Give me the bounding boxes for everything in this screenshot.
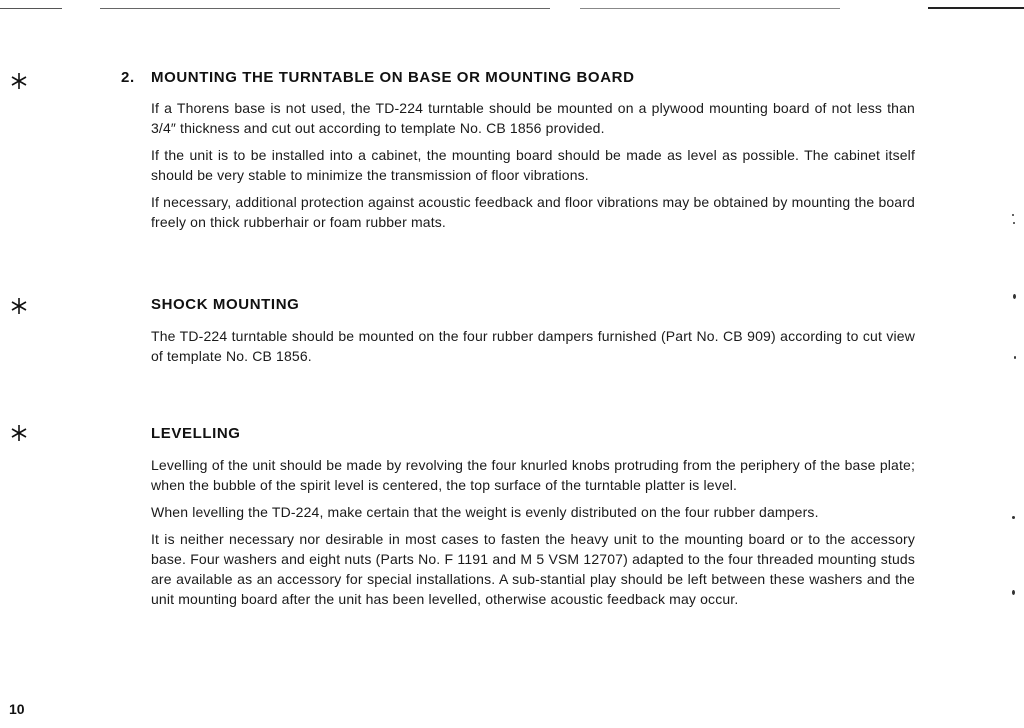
scan-speck bbox=[1012, 214, 1014, 216]
page-number: 10 bbox=[9, 701, 25, 717]
asterisk-icon bbox=[10, 424, 28, 442]
section-levelling bbox=[151, 425, 915, 609]
paragraph: Levelling of the unit should be made by revolving the four knurled knobs protruding from the periphery of the base plate; when the bubble of the spirit level is centered, the top surface of the turntable platter is level. bbox=[151, 457, 915, 493]
section-title: LEVELLING bbox=[151, 425, 241, 442]
asterisk-icon bbox=[10, 297, 28, 315]
paragraph: The TD-224 turntable should be mounted on the four rubber dampers furnished (Part No. CB 909) according to cut view of template No. CB 1856. bbox=[151, 328, 915, 364]
paragraph: If necessary, additional protection against acoustic feedback and floor vibrations may be obtained by mounting the board freely on thick rubberhair or foam rubber mats. bbox=[151, 194, 915, 230]
section-mounting bbox=[121, 69, 915, 232]
top-rule-corner bbox=[928, 7, 1024, 9]
top-rule-right bbox=[580, 8, 840, 9]
asterisk-icon bbox=[10, 72, 28, 90]
section-number: 2. bbox=[121, 69, 135, 86]
top-rule-left bbox=[0, 8, 62, 9]
section-shock-mounting bbox=[151, 296, 915, 366]
paragraph: When levelling the TD-224, make certain that the weight is evenly distributed on the four rubber dampers. bbox=[151, 504, 819, 520]
top-rule-middle bbox=[100, 8, 550, 9]
section-title: MOUNTING THE TURNTABLE ON BASE OR MOUNTING BOARD bbox=[151, 69, 635, 86]
paragraph: If a Thorens base is not used, the TD-224 turntable should be mounted on a plywood mounting board of not less than 3/4″ thickness and cut out according to template No. CB 1856 provided. bbox=[151, 100, 915, 136]
scan-speck bbox=[1012, 590, 1015, 595]
scan-speck bbox=[1012, 516, 1015, 519]
scan-speck bbox=[1013, 222, 1015, 224]
section-title: SHOCK MOUNTING bbox=[151, 296, 300, 313]
scan-speck bbox=[1013, 294, 1016, 299]
section-heading bbox=[121, 69, 915, 86]
scan-speck bbox=[1014, 356, 1016, 359]
paragraph: It is neither necessary nor desirable in most cases to fasten the heavy unit to the mounting board or to the accessory base. Four washers and eight nuts (Parts No. F 1191 and M 5 VSM 12707) adapted to the four threaded mounting studs are available as an accessory for special installations. A sub-stantial play should be left between these washers and the unit mounting board after the unit has been levelled, otherwise acoustic feedback may occur. bbox=[151, 531, 915, 607]
paragraph: If the unit is to be installed into a cabinet, the mounting board should be made as level as possible. The cabinet itself should be very stable to minimize the transmission of floor vibrations. bbox=[151, 147, 915, 183]
